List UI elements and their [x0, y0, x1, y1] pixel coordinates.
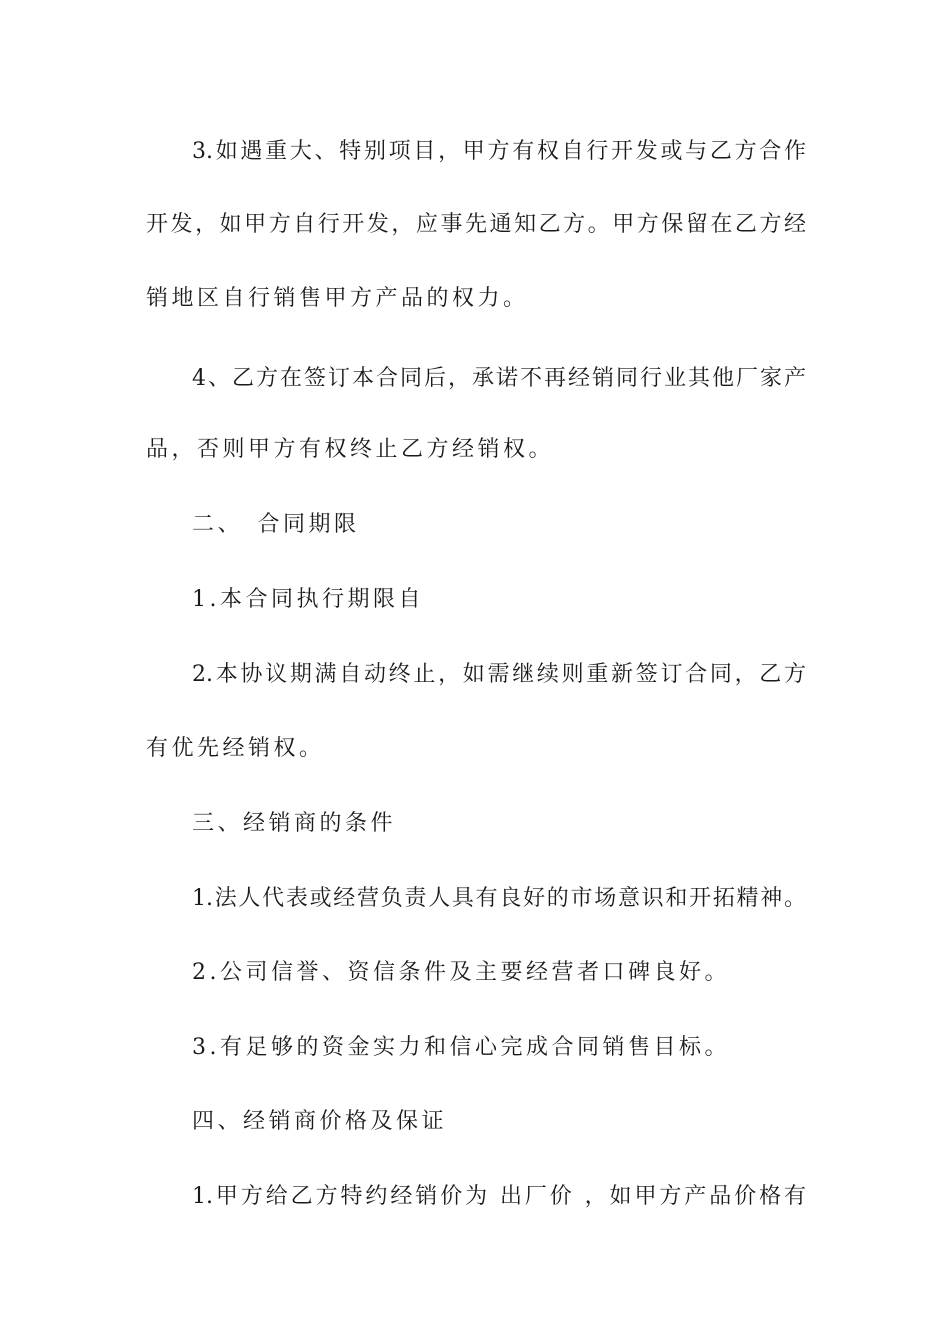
section-heading-3: 三、经销商的条件: [192, 811, 397, 836]
paragraph-line-15: 1.甲方给乙方特约经销价为 出厂价 ，如甲方产品价格有: [192, 1184, 806, 1209]
section-heading-2: 二、 合同期限: [192, 512, 360, 537]
paragraph-line-13: 3.有足够的资金实力和信心完成合同销售目标。: [192, 1035, 730, 1060]
paragraph-line-11: 1.法人代表或经营负责人具有良好的市场意识和开拓精神。: [192, 886, 806, 911]
paragraph-line-12: 2.公司信誉、资信条件及主要经营者口碑良好。: [192, 960, 730, 985]
paragraph-line-8: 2.本协议期满自动终止，如需继续则重新签订合同，乙方: [192, 662, 806, 687]
paragraph-line-4: 4、乙方在签订本合同后，承诺不再经销同行业其他厂家产: [192, 366, 806, 391]
paragraph-line-5: 品，否则甲方有权终止乙方经销权。: [146, 437, 555, 462]
paragraph-line-7: 1.本合同执行期限自: [192, 587, 424, 612]
paragraph-line-9: 有优先经销权。: [146, 736, 325, 761]
paragraph-line-1: 3.如遇重大、特别项目，甲方有权自行开发或与乙方合作: [192, 139, 806, 164]
paragraph-line-2: 开发，如甲方自行开发，应事先通知乙方。甲方保留在乙方经: [146, 212, 806, 237]
section-heading-4: 四、经销商价格及保证: [192, 1109, 448, 1134]
paragraph-line-3: 销地区自行销售甲方产品的权力。: [146, 286, 529, 311]
